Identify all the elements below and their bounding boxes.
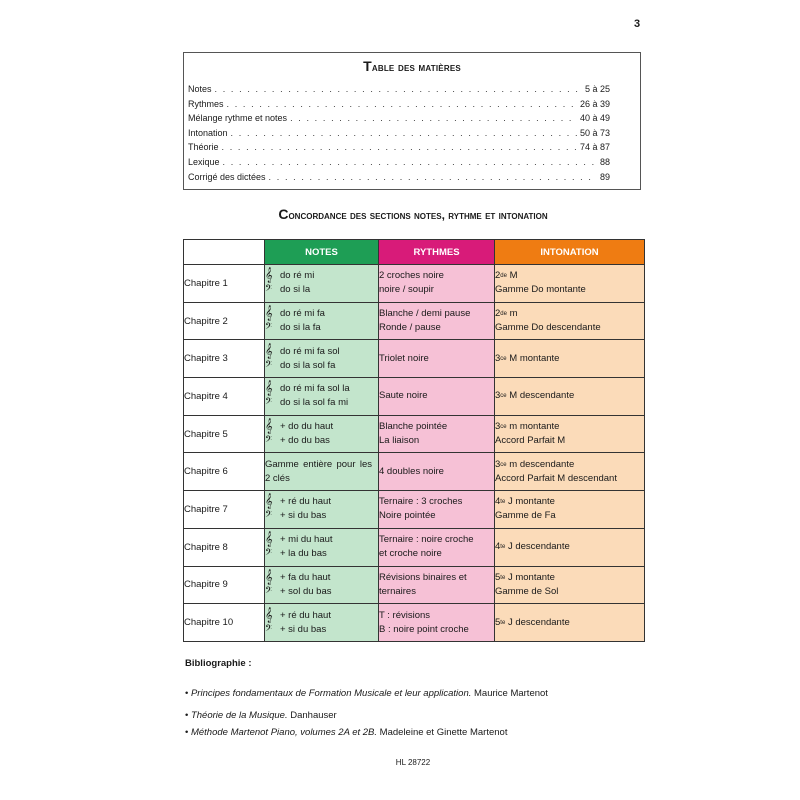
interval-quality: J descendante [505, 616, 570, 628]
rythmes-cell [379, 491, 495, 529]
rythme-line: T : révisions [379, 609, 431, 621]
table-row [184, 491, 645, 529]
intonation-line-2: Gamme Do montante [495, 284, 586, 296]
table-body [184, 265, 645, 642]
interval-ordinal: ce [500, 461, 507, 468]
page-number: 3 [634, 18, 641, 30]
interval-line [495, 458, 644, 472]
intonation-cell [495, 265, 645, 303]
treble-notes: do ré mi fa sol [280, 345, 340, 357]
treble-line [265, 495, 378, 509]
notes-cell [265, 528, 379, 566]
interval-line [495, 389, 644, 403]
treble-line [265, 533, 378, 547]
bass-line [265, 321, 378, 335]
bibliography-item [185, 688, 548, 699]
chapter-cell: Chapitre 10 [184, 604, 265, 642]
toc-leader-dots [231, 128, 577, 138]
table-header-row [184, 240, 645, 265]
interval-ordinal: te [500, 574, 506, 581]
treble-line [265, 345, 378, 359]
interval-line [495, 352, 644, 366]
header-blank [184, 240, 265, 265]
notes-text: Gamme entière pour les 2 clés [265, 458, 372, 484]
toc-entry-pages: 5 à 25 [584, 84, 610, 94]
treble-clef-icon: 𝄞 [265, 419, 273, 435]
table-row [184, 378, 645, 416]
toc-entry-pages: 40 à 49 [579, 113, 610, 124]
intonation-cell [495, 378, 645, 416]
chapter-cell: Chapitre 2 [184, 302, 265, 340]
rythmes-cell [379, 415, 495, 453]
interval-number: 2 [495, 270, 501, 282]
treble-line [265, 307, 378, 321]
rythme-line: B : noire point croche [379, 623, 469, 635]
rythme-line: La liaison [379, 435, 420, 447]
bibliography-item [185, 710, 337, 721]
interval-number: 2 [495, 308, 501, 320]
interval-line [495, 571, 644, 585]
footer-code: HL 28722 [395, 758, 431, 767]
interval-line [495, 495, 644, 509]
interval-number: 3 [495, 352, 501, 364]
rythmes-cell [379, 378, 495, 416]
rythmes-cell [379, 340, 495, 378]
chapter-cell: Chapitre 6 [184, 453, 265, 491]
intonation-line-2: Gamme de Fa [495, 510, 556, 522]
notes-cell [265, 566, 379, 604]
rythme-line: Ternaire : 3 croches [379, 496, 463, 508]
intonation-line-2: Gamme Do descendante [495, 322, 601, 334]
treble-clef-icon: 𝄞 [265, 343, 273, 359]
intonation-cell [495, 491, 645, 529]
treble-clef-icon: 𝄞 [265, 494, 273, 510]
bibliography-title: Principes fondamentaux de Formation Musicale et leur application. [190, 688, 472, 699]
toc-leader-dots [223, 157, 597, 167]
bibliography-heading: Bibliographie : [185, 658, 252, 669]
table-row [184, 265, 645, 303]
toc-entry [188, 142, 610, 157]
intonation-line-2: Accord Parfait M descendant [495, 472, 617, 484]
toc-entry-label: Théorie [188, 142, 219, 153]
toc-leader-dots [269, 172, 597, 182]
toc-leader-dots [222, 142, 577, 152]
bass-notes: + la du bas [280, 548, 327, 560]
toc-leader-dots [290, 113, 577, 123]
rythmes-cell [379, 566, 495, 604]
bass-line [265, 283, 378, 297]
bass-clef-icon: 𝄢 [265, 283, 273, 297]
rythme-line: Triolet noire [379, 352, 429, 364]
intonation-cell [495, 302, 645, 340]
interval-quality: M descendante [506, 390, 575, 402]
bullet-icon: • [185, 688, 191, 699]
treble-notes: + mi du haut [280, 534, 333, 546]
rythme-line: Ternaire : noire croche [379, 534, 474, 546]
interval-ordinal: te [500, 619, 506, 626]
bass-line [265, 509, 378, 523]
toc-entry-pages: 74 à 87 [579, 142, 610, 153]
rythmes-cell [379, 265, 495, 303]
bass-line [265, 359, 378, 373]
rythme-line: 2 croches noire [379, 270, 444, 282]
intonation-line-2: Gamme de Sol [495, 585, 559, 597]
toc-entry-label: Corrigé des dictées [188, 171, 266, 182]
toc-entry-label: Rythmes [188, 98, 224, 109]
intonation-cell [495, 453, 645, 491]
rythme-line: Saute noire [379, 390, 428, 402]
rythme-line: ternaires [379, 585, 416, 597]
toc-entry-pages: 89 [599, 171, 610, 182]
interval-quality: m montante [506, 421, 560, 433]
interval-line [495, 616, 644, 630]
interval-number: 4 [495, 496, 501, 508]
section-title: Concordance des sections notes, rythme et intonation [278, 206, 548, 222]
bibliography-author: Madeleine et Ginette Martenot [377, 727, 508, 738]
interval-ordinal: de [500, 311, 507, 318]
table-row [184, 566, 645, 604]
treble-notes: do ré mi fa [280, 308, 325, 320]
table-row [184, 528, 645, 566]
toc-leader-dots [227, 99, 577, 109]
notes-cell [265, 378, 379, 416]
interval-quality: J montante [505, 571, 555, 583]
treble-line [265, 382, 378, 396]
bibliography-title: Méthode Martenot Piano, volumes 2A et 2B. [190, 727, 378, 738]
notes-cell [265, 453, 379, 491]
interval-quality: m [506, 308, 518, 320]
toc-entry-pages: 26 à 39 [579, 98, 610, 109]
treble-clef-icon: 𝄞 [265, 532, 273, 548]
interval-number: 3 [495, 390, 501, 402]
treble-clef-icon: 𝄞 [265, 381, 273, 397]
chapter-cell: Chapitre 7 [184, 491, 265, 529]
interval-line [495, 420, 644, 434]
bass-notes: + si du bas [280, 510, 327, 522]
treble-clef-icon: 𝄞 [265, 607, 273, 623]
rythme-line: Noire pointée [379, 510, 436, 522]
bass-clef-icon: 𝄢 [265, 396, 273, 410]
rythme-line: et croche noire [379, 548, 442, 560]
treble-notes: + ré du haut [280, 496, 331, 508]
notes-cell [265, 415, 379, 453]
treble-notes: + do du haut [280, 421, 334, 433]
rythmes-cell [379, 604, 495, 642]
bibliography-title: Théorie de la Musique. [190, 710, 288, 721]
bass-notes: + do du bas [280, 435, 330, 447]
intonation-cell [495, 415, 645, 453]
header-intonation: INTONATION [495, 240, 645, 265]
bass-clef-icon: 𝄢 [265, 321, 273, 335]
interval-ordinal: te [500, 499, 506, 506]
bass-clef-icon: 𝄢 [265, 622, 273, 636]
notes-cell [265, 491, 379, 529]
chapter-cell: Chapitre 1 [184, 265, 265, 303]
toc-entry-pages: 88 [599, 156, 610, 167]
notes-cell [265, 265, 379, 303]
bass-notes: do si la [280, 284, 311, 296]
toc-entry-label: Intonation [188, 127, 228, 138]
bass-line [265, 585, 378, 599]
bass-line [265, 396, 378, 410]
bass-clef-icon: 𝄢 [265, 509, 273, 523]
bibliography-item [185, 727, 507, 738]
treble-notes: do ré mi fa sol la [280, 383, 350, 395]
interval-ordinal: ce [500, 393, 507, 400]
treble-clef-icon: 𝄞 [265, 268, 273, 284]
toc-entry [188, 128, 610, 143]
bass-notes: + sol du bas [280, 585, 332, 597]
interval-ordinal: te [500, 544, 506, 551]
interval-line [495, 269, 644, 283]
bullet-icon: • [185, 727, 191, 738]
interval-quality: M montante [506, 352, 560, 364]
bass-line [265, 547, 378, 561]
rythme-line: noire / soupir [379, 284, 434, 296]
toc-entry [188, 84, 610, 99]
treble-line [265, 420, 378, 434]
table-row [184, 340, 645, 378]
toc-entry-pages: 50 à 73 [579, 127, 610, 138]
treble-notes: do ré mi [280, 270, 315, 282]
toc-entry [188, 99, 610, 114]
chapter-cell: Chapitre 9 [184, 566, 265, 604]
interval-quality: J descendante [505, 541, 570, 553]
header-notes: NOTES [265, 240, 379, 265]
intonation-cell [495, 528, 645, 566]
rythme-line: Ronde / pause [379, 322, 441, 334]
intonation-line-2: Accord Parfait M [495, 435, 566, 447]
toc-entry [188, 172, 610, 187]
interval-ordinal: ce [500, 355, 507, 362]
interval-ordinal: de [500, 273, 507, 280]
treble-notes: + ré du haut [280, 609, 331, 621]
bass-notes: do si la sol fa [280, 359, 336, 371]
bass-clef-icon: 𝄢 [265, 547, 273, 561]
interval-ordinal: ce [500, 424, 507, 431]
notes-cell [265, 604, 379, 642]
bass-line [265, 623, 378, 637]
toc-entry-label: Lexique [188, 156, 220, 167]
rythmes-cell [379, 528, 495, 566]
interval-number: 3 [495, 421, 501, 433]
chapter-cell: Chapitre 3 [184, 340, 265, 378]
interval-number: 3 [495, 458, 501, 470]
bass-clef-icon: 𝄢 [265, 434, 273, 448]
treble-notes: + fa du haut [280, 571, 331, 583]
bass-clef-icon: 𝄢 [265, 358, 273, 372]
bibliography-author: Maurice Martenot [471, 688, 548, 699]
interval-line [495, 540, 644, 554]
bullet-icon: • [185, 710, 191, 721]
interval-number: 5 [495, 616, 501, 628]
interval-quality: J montante [505, 496, 555, 508]
chapter-cell: Chapitre 8 [184, 528, 265, 566]
notes-cell [265, 302, 379, 340]
chapter-cell: Chapitre 4 [184, 378, 265, 416]
concordance-table [183, 239, 645, 642]
bibliography-author: Danhauser [287, 710, 337, 721]
bass-notes: do si la fa [280, 322, 321, 334]
toc-entry [188, 113, 610, 128]
interval-quality: m descendante [506, 458, 575, 470]
rythme-line: Blanche / demi pause [379, 308, 471, 320]
table-row [184, 453, 645, 491]
interval-quality: M [506, 270, 518, 282]
intonation-cell [495, 566, 645, 604]
table-of-contents [183, 52, 641, 190]
toc-leader-dots [215, 84, 582, 94]
interval-line [495, 307, 644, 321]
table-row [184, 604, 645, 642]
notes-cell [265, 340, 379, 378]
bass-line [265, 434, 378, 448]
table-row [184, 302, 645, 340]
toc-title: Table des matières [363, 58, 461, 74]
table-row [184, 415, 645, 453]
toc-entry [188, 157, 610, 172]
bass-clef-icon: 𝄢 [265, 584, 273, 598]
intonation-cell [495, 340, 645, 378]
header-rythmes: RYTHMES [379, 240, 495, 265]
toc-entry-label: Mélange rythme et notes [188, 113, 288, 124]
rythme-line: Blanche pointée [379, 421, 448, 433]
treble-clef-icon: 𝄞 [265, 306, 273, 322]
toc-list [184, 84, 640, 186]
toc-entry-label: Notes [188, 84, 212, 94]
chapter-cell: Chapitre 5 [184, 415, 265, 453]
treble-clef-icon: 𝄞 [265, 569, 273, 585]
interval-number: 5 [495, 571, 501, 583]
intonation-cell [495, 604, 645, 642]
rythme-line: 4 doubles noire [379, 465, 444, 477]
rythmes-cell [379, 302, 495, 340]
treble-line [265, 269, 378, 283]
rythme-line: Révisions binaires et [379, 571, 467, 583]
bass-notes: + si du bas [280, 623, 327, 635]
bass-notes: do si la sol fa mi [280, 397, 349, 409]
treble-line [265, 609, 378, 623]
treble-line [265, 571, 378, 585]
interval-number: 4 [495, 541, 501, 553]
rythmes-cell [379, 453, 495, 491]
